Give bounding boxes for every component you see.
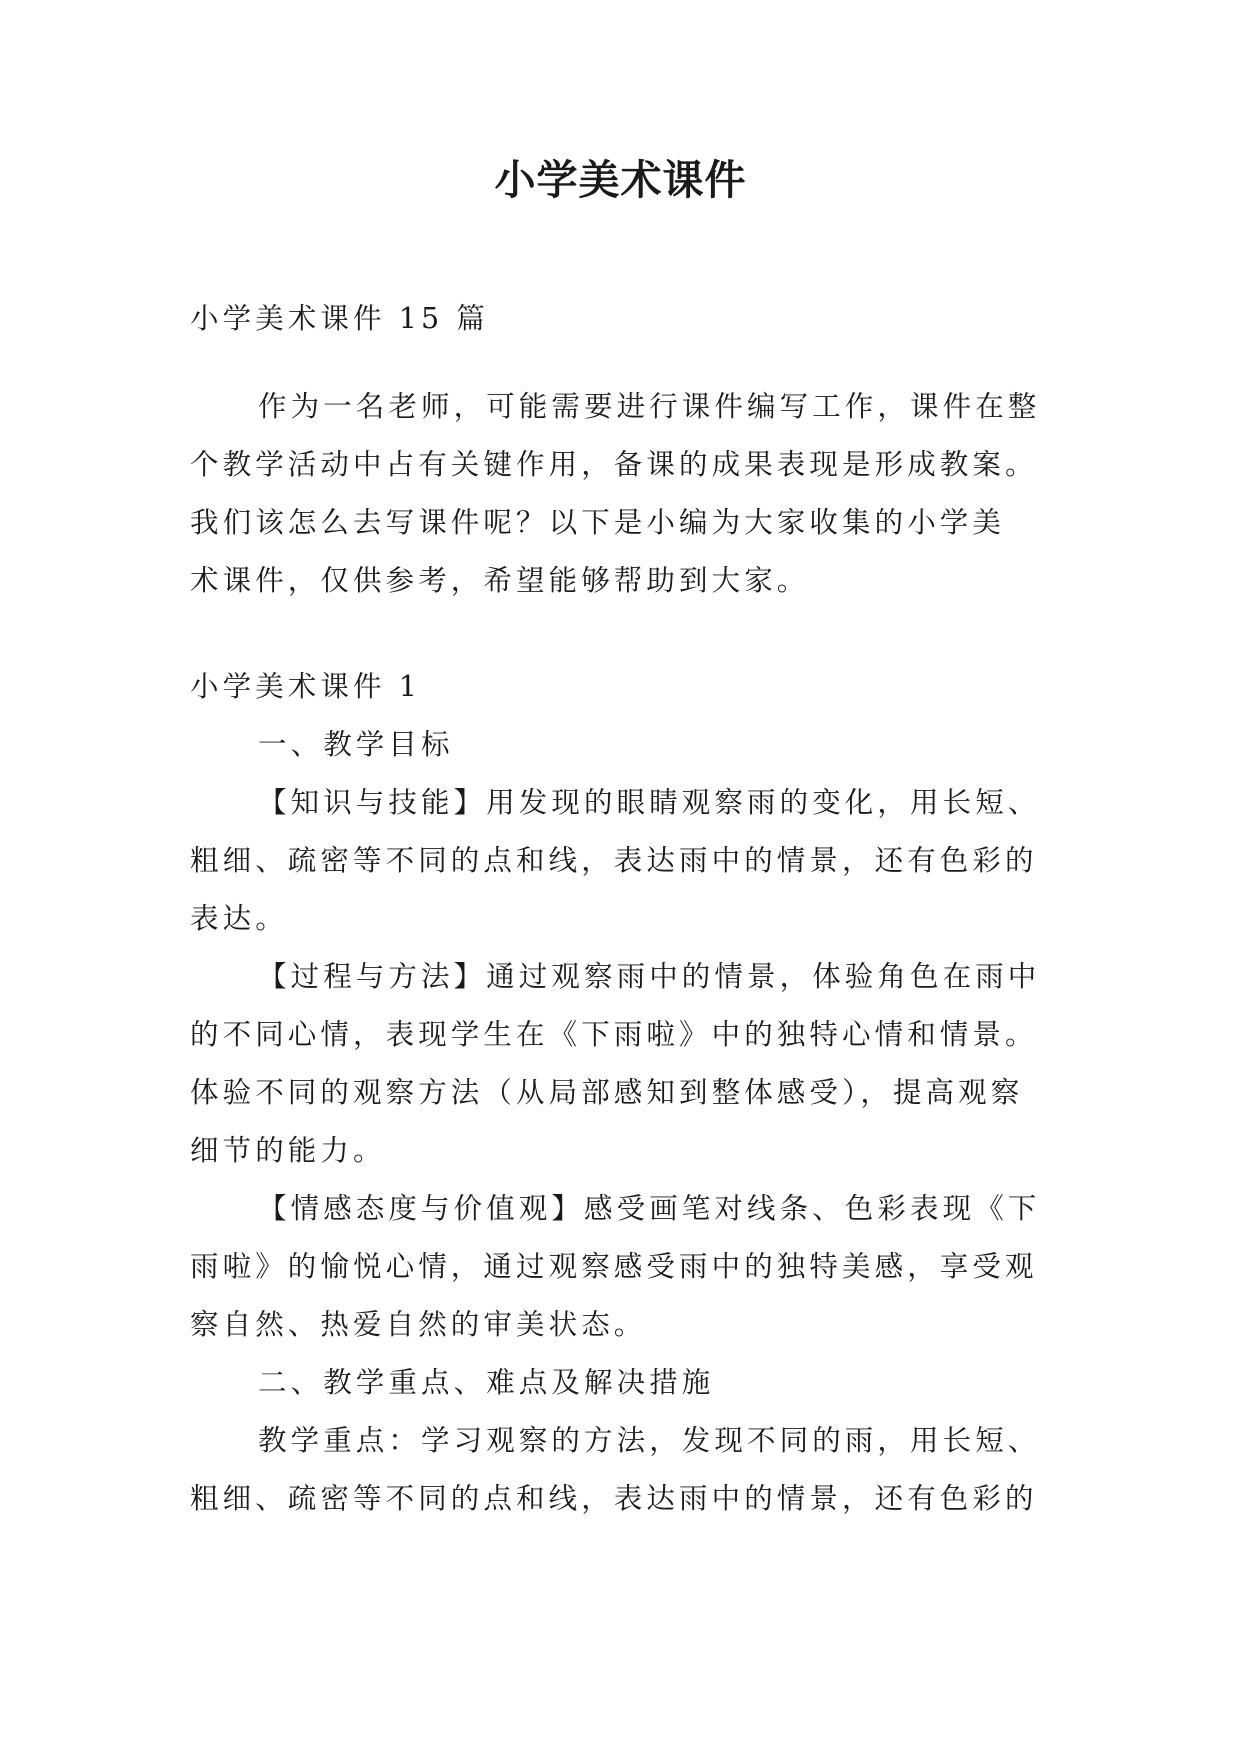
intro-line: 我们该怎么去写课件呢？以下是小编为大家收集的小学美 bbox=[190, 506, 1006, 539]
paragraph-line: 察自然、热爱自然的审美状态。 bbox=[190, 1308, 647, 1341]
emotion-paragraph bbox=[190, 1180, 1060, 1354]
section-title: 小学美术课件 1 bbox=[190, 670, 421, 703]
paragraph-line: 【知识与技能】用发现的眼睛观察雨的变化，用长短、 bbox=[258, 786, 1041, 819]
paragraph-line: 粗细、疏密等不同的点和线，表达雨中的情景，还有色彩的 bbox=[190, 844, 1038, 877]
key-points-paragraph bbox=[190, 1412, 1060, 1528]
process-paragraph bbox=[190, 948, 1060, 1180]
paragraph-line: 粗细、疏密等不同的点和线，表达雨中的情景，还有色彩的 bbox=[190, 1482, 1038, 1515]
paragraph-line: 【情感态度与价值观】感受画笔对线条、色彩表现《下 bbox=[258, 1192, 1041, 1225]
paragraph-line: 细节的能力。 bbox=[190, 1134, 386, 1167]
paragraph-line: 【过程与方法】通过观察雨中的情景，体验角色在雨中 bbox=[258, 960, 1041, 993]
intro-line: 术课件，仅供参考，希望能够帮助到大家。 bbox=[190, 564, 810, 597]
knowledge-paragraph bbox=[190, 774, 1060, 948]
document-body bbox=[190, 290, 1060, 1528]
heading-key-points: 二、教学重点、难点及解决措施 bbox=[258, 1366, 715, 1399]
intro-paragraph bbox=[190, 378, 1060, 610]
paragraph-line: 表达。 bbox=[190, 902, 288, 935]
paragraph-line: 体验不同的观察方法（从局部感知到整体感受），提高观察 bbox=[190, 1076, 1024, 1109]
paragraph-line: 教学重点：学习观察的方法，发现不同的雨，用长短、 bbox=[258, 1424, 1041, 1457]
heading-teaching-goals: 一、教学目标 bbox=[258, 728, 454, 761]
paragraph-line: 雨啦》的愉悦心情，通过观察感受雨中的独特美感，享受观 bbox=[190, 1250, 1038, 1283]
subtitle: 小学美术课件 15 篇 bbox=[190, 302, 489, 335]
intro-line: 作为一名老师，可能需要进行课件编写工作，课件在整 bbox=[258, 390, 1041, 423]
intro-line: 个教学活动中占有关键作用，备课的成果表现是形成教案。 bbox=[190, 448, 1038, 481]
paragraph-line: 的不同心情，表现学生在《下雨啦》中的独特心情和情景。 bbox=[190, 1018, 1038, 1051]
document-title: 小学美术课件 bbox=[494, 156, 747, 204]
